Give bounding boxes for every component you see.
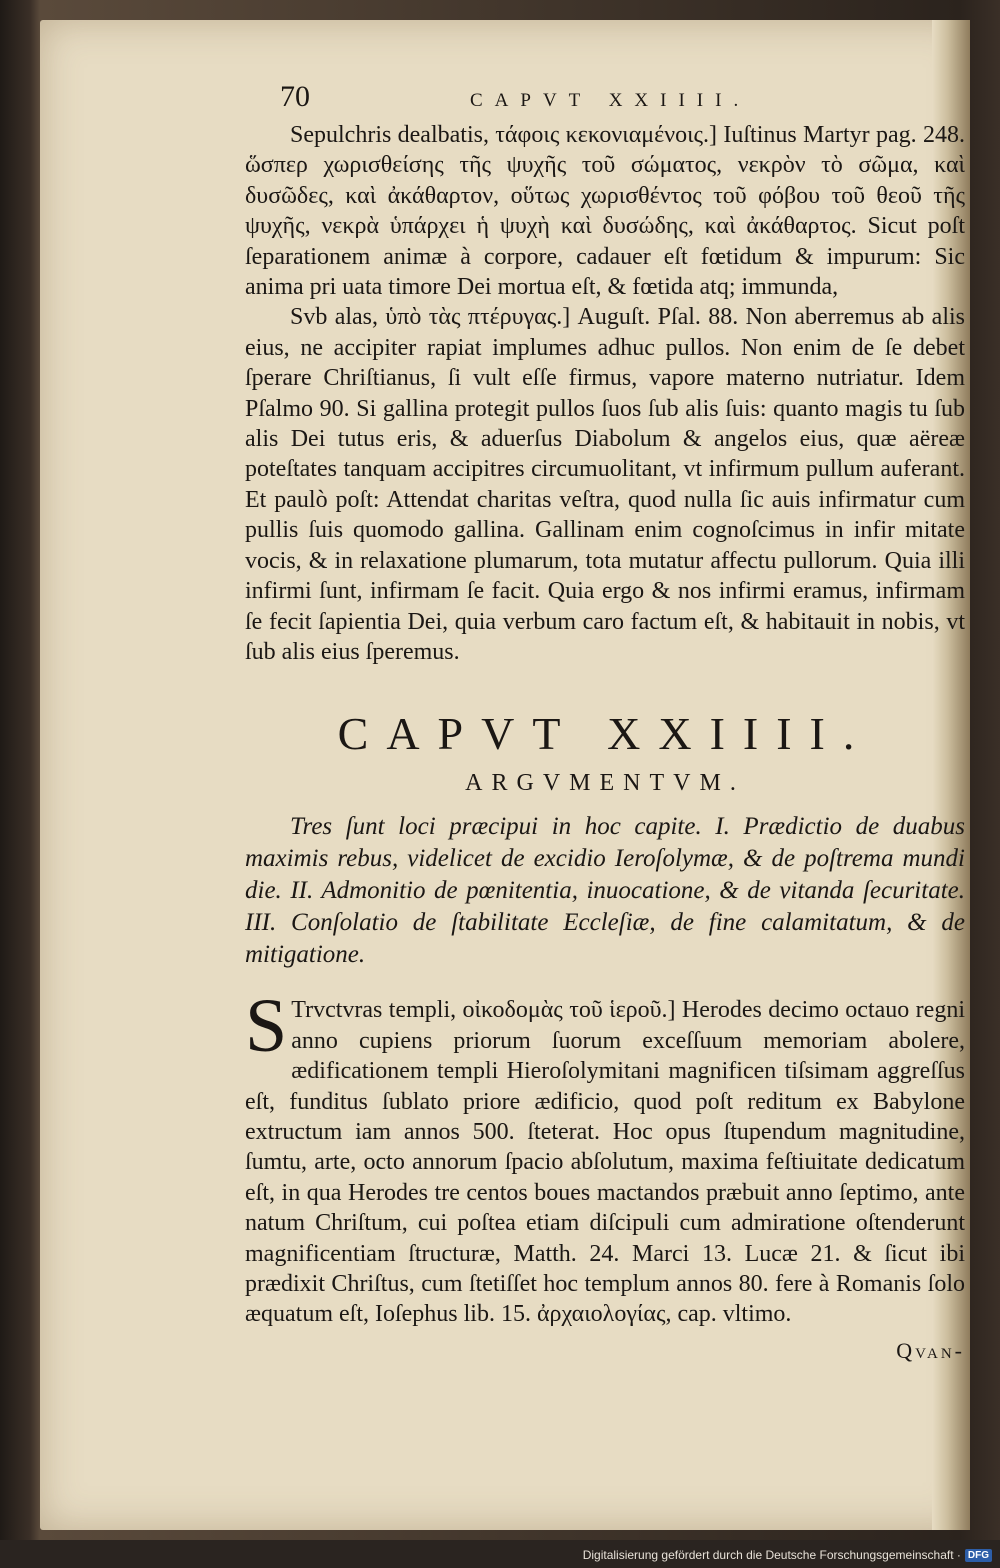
page-content: [245, 80, 965, 1364]
argument-text: Tres ſunt loci præcipui in hoc capite. I. Prædictio de duabus maximis rebus, videlicet de excidio Ieroſolymæ, & de poſtrema mundi die. II. Admonitio de pœnitentia, inuocatione, & de vitanda ſecuritate. III. Conſolatio de ſtabilitate Eccleſiæ, de fine calamitatum, & de mitigatione.: [245, 813, 965, 969]
running-title: CAPVT XXIIII.: [470, 90, 751, 111]
footer-credit: [583, 1548, 992, 1562]
paragraph-structuras: Trvctvras templi, οἰκοδομὰς τοῦ ἱεροῦ.] Herodes decimo octauo regni anno cupiens priorum ſuorum exceſſuum memoriam abolere, ædificationem templi Hieroſolymitani magnificen tiſsimam aggreſſus eſt, funditus ſublato priore ædificio, quod poſt reditum ex Babylone extructum iam annos 500. ſteterat. Hoc opus ſtupendum magnitudine, ſumtu, arte, octo annorum ſpacio abſolutum, maxima feſtiuitate dedicatum eſt, in qua Herodes tre centos boues mactandos præbuit anno ſeptimo, ante natum Chriſtum, cui poſtea etiam diſcipuli cum admiratione oſtenderunt magnificentiam ſtructuræ, Matth. 24. Marci 13. Lucæ 21. & ſicut ibi prædixit Chriſtus, cum ſtetiſſet hoc templum annos 80. fere à Romanis ſolo æquatum eſt, Ioſephus lib. 15. ἀρχαιολογίας, cap. vltimo.: [245, 997, 965, 1328]
footer-credit-text: Digitalisierung gefördert durch die Deutsche Forschungsgemeinschaft ·: [582, 1548, 961, 1562]
dfg-logo-icon: DFG: [965, 1549, 992, 1562]
chapter-title: CAPVT XXIIII.: [337, 708, 873, 760]
catchword: Qvan-: [896, 1337, 965, 1363]
argument-heading: ARGVMENTVM.: [465, 770, 745, 797]
body-block: [245, 984, 965, 1329]
book-page: [40, 20, 970, 1530]
paragraph-sepulchris: Sepulchris dealbatis, τάφοις κεκονιαμένοις.] Iuſtinus Martyr pag. 248. ὥσπερ χωρισθείσης τῆς ψυχῆς τοῦ σώματος, νεκρὸν τὸ σῶμα, καὶ δυσῶδες, καὶ ἀκάθαρτον, οὕτως χωρισθέντος τοῦ φόβου τοῦ θεοῦ τῆς ψυχῆς, νεκρὰ ὑπάρχει ἡ ψυχὴ καὶ δυσώδης, καὶ ἀκάθαρτος. Sicut poſt ſeparationem animæ à corpore, cadauer eſt fœtidum & impurum: Sic anima pri uata timore Dei mortua eſt, & fœtida atq; immunda,: [245, 122, 965, 301]
footer-bar: [0, 1540, 1000, 1568]
page-number: 70: [280, 80, 310, 113]
running-head: [245, 80, 965, 120]
drop-cap: S: [245, 984, 288, 1069]
paragraph-sub-alas: Svb alas, ὑπὸ τὰς πτέρυγας.] Auguſt. Pſal. 88. Non aberremus ab alis eius, ne accipiter rapiat implumes adhuc pullos. Non enim de ſe debet ſperare Chriſtianus, ſi vult eſſe firmus, vapore materno nutriatur. Idem Pſalmo 90. Si gallina protegit pullos ſuos ſub alis ſuis: quanto magis tu ſub alis Dei tutus eris, & aduerſus Diabolum & angelos eius, quæ aëreæ poteſtates tanquam accipitres circumuolitant, vt infirmum pullum auferant. Et paulò poſt: Attendat charitas veſtra, quod nulla ſic auis infirmatur cum pullis ſuis quomodo gallina. Gallinam enim cognoſcimus in infir mitate vocis, & in relaxatione plumarum, tota mutatur affectu pullorum. Quia illi infirmi ſunt, infirmam ſe facit. Quia ergo & nos infirmi eramus, infirmam ſe fecit ſapientia Dei, quia verbum caro factum eſt, & habitauit in nobis, vt ſub alis eius ſperemus.: [245, 304, 965, 665]
